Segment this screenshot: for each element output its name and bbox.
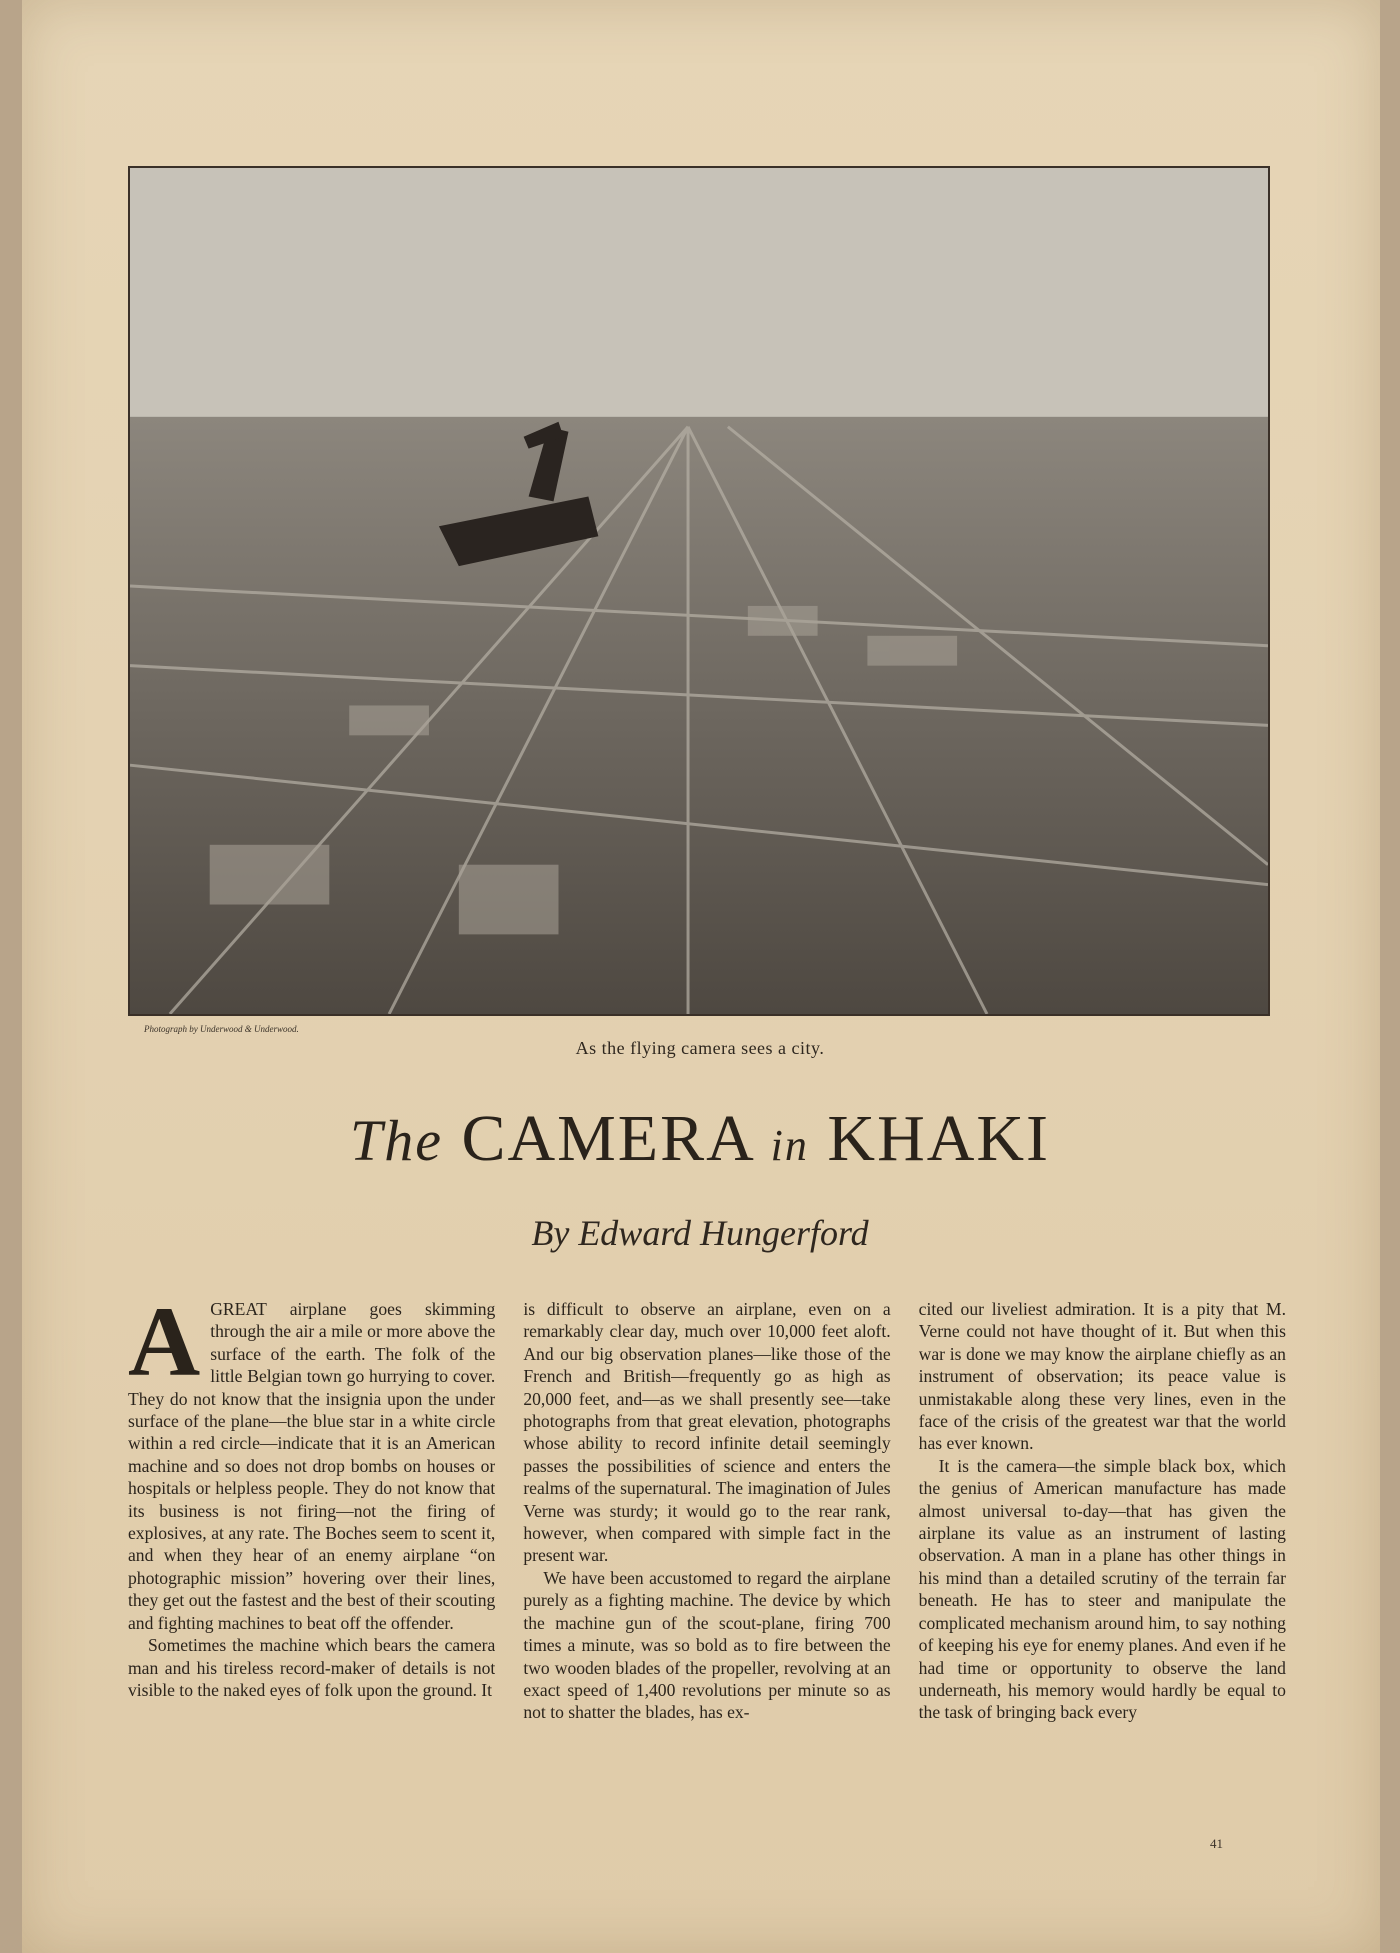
paragraph: It is the camera—the simple black box, which the genius of American manufacture has made almost universal to-day—that has given the airplane its value as an instrument of lasting observation. A man in a plane has other things in his mind than a detailed scrutiny of the terrain far beneath. He has to steer and manipulate the complicated mechanism around him, to say nothing of keeping his eye for enemy planes. And even if he had time or opportunity to observe the land underneath, his memory would hardly be equal to the task of bringing back every (918, 1455, 1286, 1723)
title-in: in (770, 1121, 809, 1170)
aerial-city-photograph (128, 166, 1270, 1016)
article-body (128, 1298, 1286, 1818)
byline: By Edward Hungerford (531, 1213, 869, 1253)
paragraph: Sometimes the machine which bears the camera man and his tireless record-maker of details is not visible to the naked eyes of folk upon the ground. It (128, 1635, 496, 1700)
paragraph: cited our liveliest admiration. It is a pity that M. Verne could not have thought of it. But when this war is done we may know the airplane chiefly as an instrument of observation; its peace value is unmistakable along these very lines, even in the face of the crisis of the greatest war that the world has ever known. (918, 1299, 1286, 1454)
column-3 (919, 1298, 1286, 1818)
title-the: The (349, 1108, 443, 1173)
article-title (0, 1102, 1400, 1175)
drop-cap: A (128, 1298, 201, 1397)
photo-credit: Photograph by Underwood & Underwood. (144, 1024, 299, 1034)
column-1 (128, 1298, 495, 1818)
aerial-photo-illustration (130, 168, 1268, 1014)
paragraph: is difficult to observe an airplane, even on a remarkably clear day, much over 10,000 feet aloft. And our big observation planes—like those of the French and British—frequently go as high as 20,000 feet, and—as we shall presently see—take photographs from that great elevation, photographs whose ability to record infinite detail seemingly passes the possibilities of science and enters the realms of the supernatural. The imagination of Jules Verne was sturdy; it would go to the rear rank, however, when compared with simple fact in the present war. (523, 1299, 891, 1566)
title-khaki: KHAKI (827, 1102, 1051, 1175)
page-number: 41 (1210, 1836, 1223, 1851)
title-camera: CAMERA (461, 1102, 753, 1175)
paragraph: We have been accustomed to regard the airplane purely as a fighting machine. The device by which the machine gun of the scout-plane, firing 700 times a minute, was so bold as to fire between the two wooden blades of the propeller, revolving at an exact speed of 1,400 revolutions per minute so as not to shatter the blades, has ex- (523, 1567, 891, 1723)
column-2 (523, 1298, 890, 1818)
paragraph: GREAT airplane goes skimming through the air a mile or more above the surface of the earth. The folk of the little Belgian town go hurrying to cover. They do not know that the insignia upon the under surface of the plane—the blue star in a white circle within a red circle—indicate that it is an American machine and so does not drop bombs on houses or hospitals or helpless people. They do not know that its business is not firing—not the firing of explosives, at any rate. The Boches seem to scent it, and when they hear of an enemy airplane “on photographic mission” hovering over their lines, they get out the fastest and the best of their scouting and fighting machines to beat off the offender. (128, 1299, 496, 1633)
photo-caption: As the flying camera sees a city. (575, 1038, 825, 1058)
